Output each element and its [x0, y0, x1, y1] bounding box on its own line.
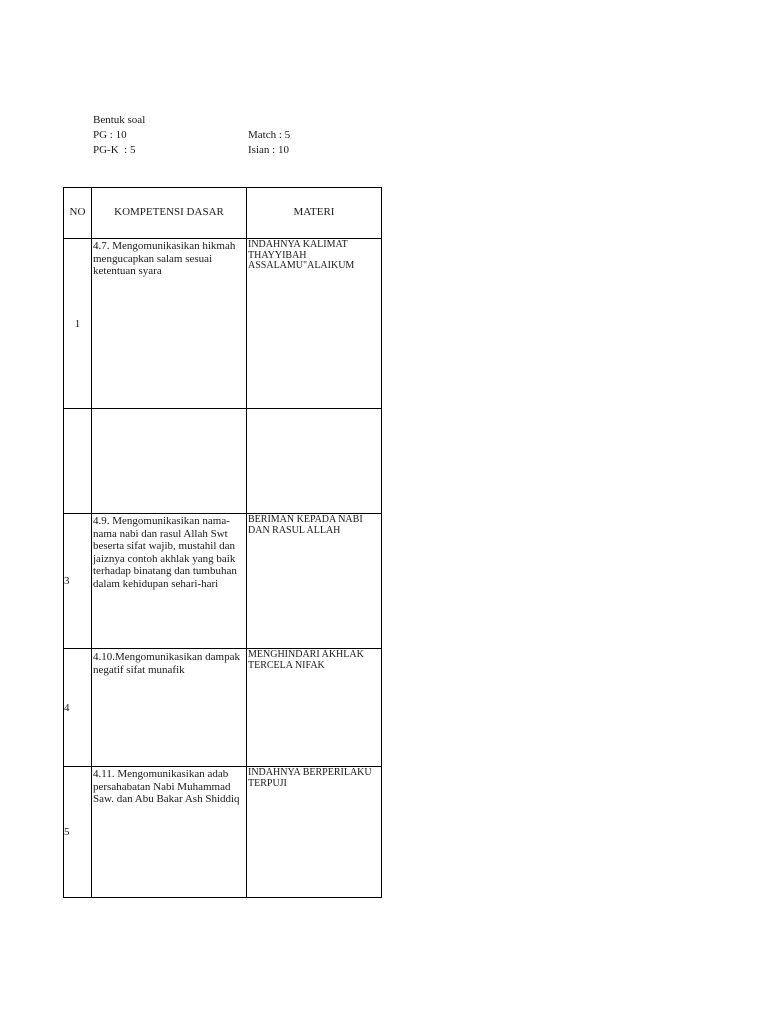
table-rule — [63, 187, 64, 898]
table-rule — [246, 187, 247, 898]
table-rule — [63, 897, 382, 898]
table-rule — [63, 187, 382, 188]
pg-count: PG : 10 — [93, 129, 127, 141]
materi-cell: INDAHNYA BERPERILAKU TERPUJI — [248, 767, 372, 789]
materi-cell: INDAHNYA KALIMAT THAYYIBAH ASSALAMU"ALAIKUM — [248, 239, 355, 271]
col-header-materi: MATERI — [293, 206, 335, 218]
kd-cell: 4.9. Mengomunikasikan nama-nama nabi dan rasul Allah Swt beserta sifat wajib, mustahil dan jaiznya contoh akhlak yang baik terhadap binatang dan tumbuhan dalam kehidupan sehari-hari — [93, 515, 237, 590]
materi-cell: MENGHINDARI AKHLAK TERCELA NIFAK — [248, 649, 364, 671]
kd-cell: 4.11. Mengomunikasikan adab persahabatan Nabi Muhammad Saw. dan Abu Bakar Ash Shiddiq — [93, 768, 240, 805]
isian-count: Isian : 10 — [248, 144, 289, 156]
col-header-no: NO — [69, 206, 86, 218]
col-header-kd: KOMPETENSI DASAR — [114, 206, 224, 218]
row-number: 3 — [64, 575, 70, 587]
table-rule — [63, 408, 382, 409]
match-count: Match : 5 — [248, 129, 291, 141]
materi-cell: BERIMAN KEPADA NABI DAN RASUL ALLAH — [248, 514, 363, 536]
table-rule — [91, 187, 92, 898]
kd-cell: 4.7. Mengomunikasikan hikmah mengucapkan salam sesuai ketentuan syara — [93, 240, 236, 277]
form-title: Bentuk soal — [93, 114, 146, 126]
row-number: 1 — [74, 318, 81, 330]
row-number: 4 — [64, 702, 70, 714]
pgk-count: PG-K : 5 — [93, 144, 136, 156]
table-rule — [381, 187, 382, 898]
kd-cell: 4.10.Mengomunikasikan dampak negatif sifat munafik — [93, 651, 240, 676]
row-number: 5 — [64, 826, 70, 838]
